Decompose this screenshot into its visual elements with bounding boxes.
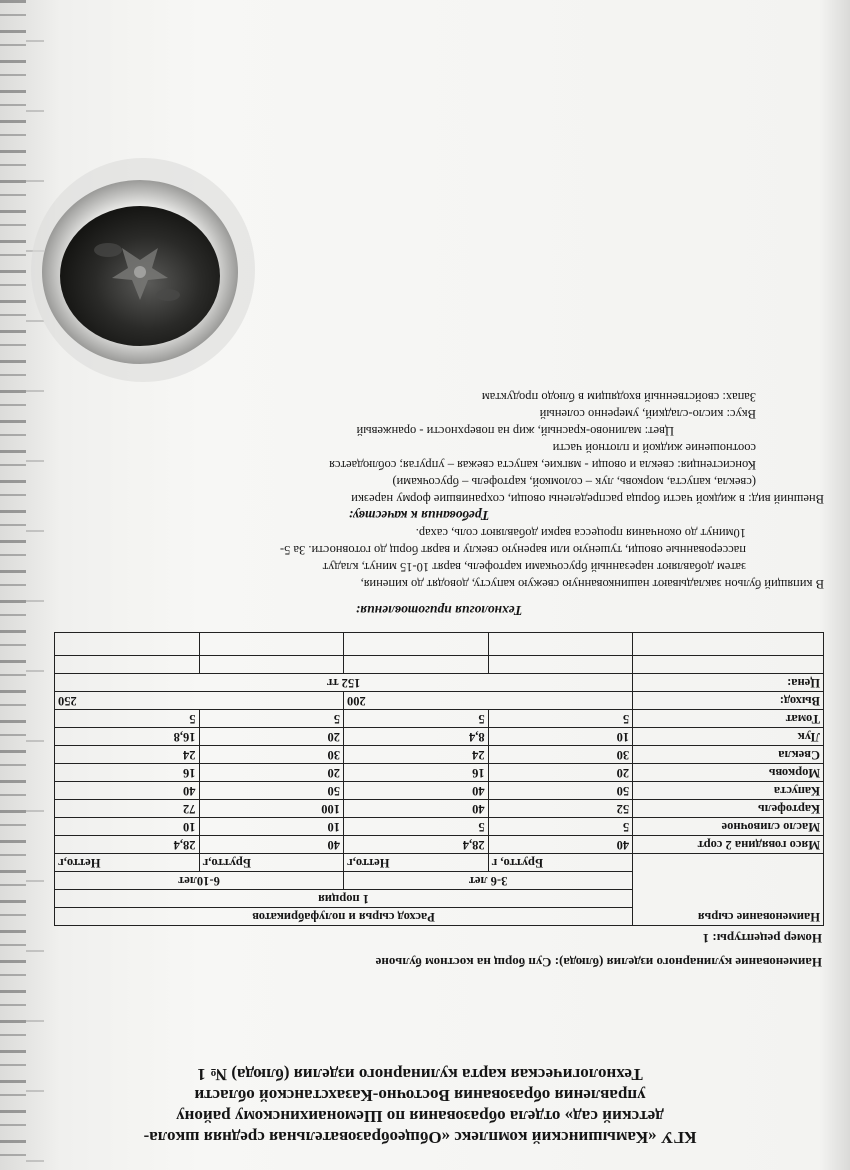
yield-3-6: 200 [344,692,633,710]
quality-line: соотношение жидкой и плотной части [552,441,756,455]
tech-line: В кипящий бульон закладывают нашинкованную свежую капусту, доводят до кипения, [360,577,824,591]
table-row: Свекла 30 24 30 24 [55,746,824,764]
table-header-net-1: Нетто,г [344,854,489,872]
table-header-gross-1: Брутто, г [488,854,633,872]
header-line-3: управления образования Восточно-Казахстанской области [194,1086,646,1105]
quality-line: Цвет: малиново-красный, жир на поверхности - оранжевый [356,424,674,438]
table-row-price: Цена: 152 тг [55,674,824,692]
technology-title: Технология приготовления: [355,603,523,618]
document-header [60,1064,780,1148]
table-header-portion: 1 порция [55,890,633,908]
tech-line: 10минут до окончания процесса варки добавляют соль, сахар. [415,526,746,540]
header-line-4: Технологическая карта кулинарного изделия (блюда) № 1 [197,1065,643,1084]
quality-line: Вкус: кисло-сладкий, умеренно соленый [539,407,756,421]
tech-line: затем добавляют нарезанный брусочками картофель, варят 10-15 минут, кладут [322,560,746,574]
table-row: Масло сливочное 5 5 10 10 [55,818,824,836]
quality-line: (свекла, капуста, морковь, лук – соломкой, картофель – брусочками) [392,475,756,489]
quality-title: Требования к качеству: [348,508,490,523]
technology-text [54,388,824,592]
header-line-2: детский сад» отдела образования по Шемонаихинскому району [176,1107,664,1126]
ingredients-table [54,632,824,926]
quality-line: Запах: свойственный входящим в блюдо продуктам [481,390,756,404]
table-row: Мясо говядина 2 сорт 40 28,4 40 28,4 [55,836,824,854]
header-line-1: КГУ «Камышинский комплекс «Общеобразовательная средняя школа- [143,1128,697,1147]
table-row-empty [55,656,824,674]
table-header-net-2: Нетто,г [55,854,200,872]
quality-line: Внешний вид: в жидкой части борща распределены овощи, сохранившие форму нарезки [351,492,824,506]
table-header-consumption: Расход сырья и полуфабрикатов [55,908,633,926]
table-header-age-2: 6-10лет [55,872,344,890]
price-value: 152 тг [55,674,633,692]
borscht-bowl-photo [28,150,258,390]
quality-line: Консистенция: свекла и овощи - мягкие, капуста свежая – упругая; соблюдается [329,458,756,472]
table-row: Капуста 50 40 50 40 [55,782,824,800]
table-row: Томат 5 5 5 5 [55,710,824,728]
table-row-yield: Выход: 200 250 [55,692,824,710]
recipe-number: Номер рецептуры: 1 [702,931,822,946]
table-row: Картофель 52 40 100 72 [55,800,824,818]
yield-6-10: 250 [55,692,344,710]
table-header-name: Наименование сырья [633,854,824,926]
dish-name: Наименование кулинарного изделия (блюда): Суп борщ на костном бульоне [375,955,822,970]
table-header-gross-2: Брутто,г [199,854,344,872]
table-row: Морковь 20 16 20 16 [55,764,824,782]
tech-line: пассерованные овощи, тушеную или вареную свеклу и варят борщ до готовности. За 5- [279,543,746,557]
table-row-empty [55,633,824,656]
table-header-age-1: 3-6 лет [344,872,633,890]
table-row: Лук 10 8,4 20 16,8 [55,728,824,746]
